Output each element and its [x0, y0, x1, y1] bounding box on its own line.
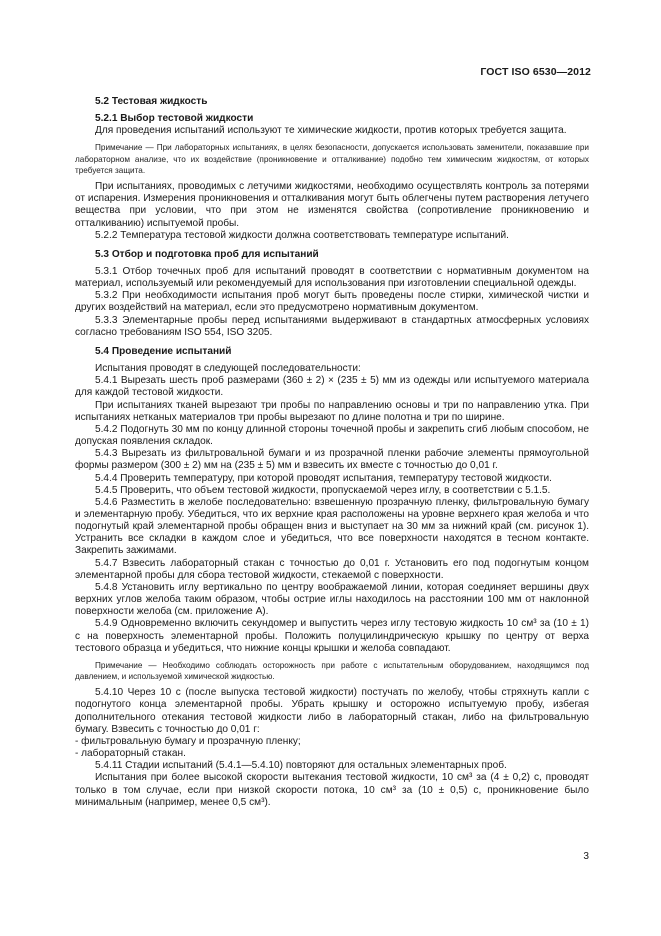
paragraph: 5.4.3 Вырезать из фильтровальной бумаги и из прозрачной пленки рабочие элементы прямоугольной формы размером (300 ± 2) мм на (235 ± 5) мм и взвесить их вместе с точностью до 0,01 г. [75, 448, 589, 472]
paragraph: При испытаниях, проводимых с летучими жидкостями, необходимо осуществлять контроль за потерями от испарения. Измерения проникновения и отталкивания могут быть облегчены путем растворения летучего вещества при условии, что при этом не изменятся свойства (сопротивление проникновению и отталкиванию) испытуемой пробы. [75, 181, 589, 229]
paragraph: Испытания проводят в следующей последовательности: [95, 363, 361, 375]
paragraph: 5.4.4 Проверить температуру, при которой проводят испытания, температуру тестовой жидкости. [95, 472, 552, 484]
paragraph: 5.4.7 Взвесить лабораторный стакан с точностью до 0,01 г. Установить его под подогнутым концом элементарной пробы для сбора тестовой жидкости, стекаемой с поверхности. [75, 557, 589, 581]
document-body [75, 96, 589, 809]
page-number: 3 [583, 851, 589, 862]
list-item: - фильтровальную бумагу и прозрачную пленку; [75, 735, 301, 747]
paragraph: 5.4.10 Через 10 с (после выпуска тестовой жидкости) постучать по желобу, чтобы стряхнуть капли с подогнутого конца элементарной пробы. Убрать крышку и осторожно испытуемую пробу, избегая дополнительного отекания тестовой жидкости либо в лабораторный стакан, либо на фильтровальную бумагу. Взвесить с точностью до 0,01 г: [75, 687, 589, 735]
paragraph: 5.4.9 Одновременно включить секундомер и выпустить через иглу тестовую жидкость 10 см³ за (10 ± 1) с на поверхность элементарной пробы. Положить полуцилиндрическую крышку по центру от верха тестового образца и убедиться, что нижние концы крышки и желоба совпадают. [75, 618, 589, 654]
paragraph: Испытания при более высокой скорости вытекания тестовой жидкости, 10 см³ за (4 ± 0,2) с, проводят только в том случае, если при низкой скорости потока, 10 см³ за (10 ± 0,5) с, проникновение было минимальным (например, менее 0,5 см³). [75, 772, 589, 808]
paragraph: 5.4.2 Подогнуть 30 мм по концу длинной стороны точечной пробы и закрепить сгиб любым способом, не допуская появления складок. [75, 423, 589, 448]
note: Примечание — При лабораторных испытаниях, в целях безопасности, допускается использовать заменители, показавшие при лабораторном анализе, что их воздействие (проникновение и отталкивание) подобно тем химическим жидкостям, от которых требуется защита. [75, 143, 589, 175]
paragraph: 5.3.3 Элементарные пробы перед испытаниями выдерживают в стандартных атмосферных условиях согласно требованиям ISO 554, ISO 3205. [75, 314, 589, 338]
list-item: - лабораторный стакан. [75, 748, 186, 760]
section-heading-5-3: 5.3 Отбор и подготовка проб для испытаний [95, 248, 319, 260]
paragraph: 5.4.8 Установить иглу вертикально по центру воображаемой линии, которая соединяет вершины двух верхних углов желоба таким образом, чтобы острие иглы находилось на расстоянии 100 мм от наклонной поверхности желоба (см. приложение А). [75, 581, 589, 618]
page-header: ГОСТ ISO 6530—2012 [480, 66, 591, 78]
section-heading-5-4: 5.4 Проведение испытаний [95, 345, 232, 357]
paragraph: 5.4.5 Проверить, что объем тестовой жидкости, пропускаемой через иглу, в соответствии с 5.1.5. [95, 484, 551, 496]
paragraph: 5.3.2 При необходимости испытания проб могут быть проведены после стирки, химической чистки и других воздействий на материал, если это предусмотрено нормативным документом. [75, 290, 589, 314]
paragraph: 5.4.6 Разместить в желобе последовательно: взвешенную прозрачную пленку, фильтровальную бумагу и элементарную пробу. Убедиться, что их верхние края расположены на уровне верхнего края желоба и что подогнутый край элементарной пробы обращен вниз и выступает на 30 мм за нижний край (см. рисунок 1). Устранить все складки в каждом слое и убедиться, что все поверхности находятся в тесном контакте. Закрепить зажимами. [75, 496, 589, 557]
section-heading-5-2: 5.2 Тестовая жидкость [95, 96, 208, 107]
paragraph: 5.3.1 Отбор точечных проб для испытаний проводят в соответствии с нормативным документом на материал, используемый или рекомендуемый для использования при изготовлении специальной одежды. [75, 266, 589, 290]
paragraph: 5.2.2 Температура тестовой жидкости должна соответствовать температуре испытаний. [95, 229, 509, 241]
note: Примечание — Необходимо соблюдать осторожность при работе с испытательным оборудованием, находящимся под давлением, и используемой химической жидкостью. [75, 660, 589, 682]
subsection-heading-5-2-1: 5.2.1 Выбор тестовой жидкости [95, 113, 254, 125]
paragraph: При испытаниях тканей вырезают три пробы по направлению основы и три по направлению утка. При испытаниях нетканых материалов три пробы вырезают по длине полотна и три по ширине. [75, 399, 589, 423]
paragraph: Для проведения испытаний используют те химические жидкости, против которых требуется защита. [95, 125, 567, 137]
paragraph: 5.4.11 Стадии испытаний (5.4.1—5.4.10) повторяют для остальных элементарных проб. [95, 760, 507, 772]
paragraph: 5.4.1 Вырезать шесть проб размерами (360 ± 2) × (235 ± 5) мм из одежды или испытуемого материала для каждой тестовой жидкости. [75, 375, 589, 399]
